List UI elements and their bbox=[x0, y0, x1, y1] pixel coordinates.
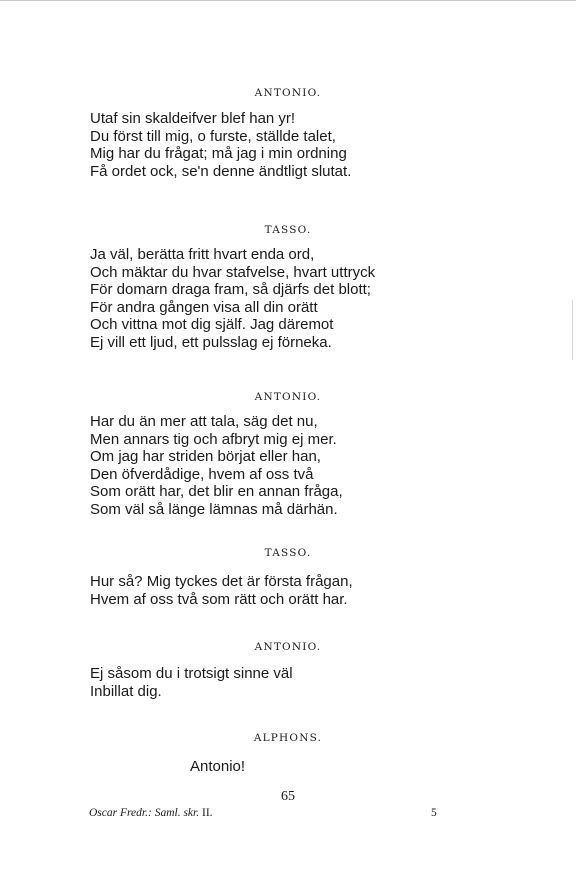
source-volume: II. bbox=[199, 807, 213, 819]
source-title: Oscar Fredr.: Saml. skr. bbox=[89, 807, 200, 819]
verse-stanza bbox=[90, 573, 353, 608]
verse-line: Utaf sin skaldeifver blef han yr! bbox=[90, 110, 296, 127]
speaker-heading: ANTONIO. bbox=[254, 87, 322, 99]
page-number: 65 bbox=[281, 789, 295, 804]
verse-line: Inbillat dig. bbox=[90, 682, 162, 700]
verse-line: Ej vill ett ljud, ett pulsslag ej förneka. bbox=[90, 333, 332, 351]
verse-line: Hur så? Mig tyckes det är första frågan, bbox=[90, 573, 353, 590]
verse-line: Och vittna mot dig själf. Jag däremot bbox=[90, 316, 334, 334]
verse-line: Om jag har striden börjat eller han, bbox=[90, 448, 321, 466]
verse-line: För domarn draga fram, så djärfs det blott; bbox=[90, 281, 371, 299]
source-signature bbox=[89, 806, 213, 820]
verse-stanza bbox=[90, 413, 343, 519]
speaker-heading: TASSO. bbox=[264, 224, 312, 236]
verse-line: Men annars tig och afbryt mig ej mer. bbox=[90, 430, 337, 448]
verse-stanza bbox=[90, 665, 293, 700]
verse-line: Har du än mer att tala, säg det nu, bbox=[90, 413, 318, 430]
verse-line: Du först till mig, o furste, ställde talet, bbox=[90, 127, 336, 145]
sheet-signature-mark: 5 bbox=[431, 807, 437, 819]
verse-line: För andra gången visa all din orätt bbox=[90, 298, 318, 316]
verse-line: Få ordet ock, se'n denne ändtligt slutat. bbox=[90, 162, 352, 180]
verse-line: Ja väl, berätta fritt hvart enda ord, bbox=[90, 246, 315, 263]
verse-line: Ej såsom du i trotsigt sinne väl bbox=[90, 665, 293, 682]
verse-line: Som orätt har, det blir en annan fråga, bbox=[90, 483, 343, 501]
verse-line: Mig har du frågat; må jag i min ordning bbox=[90, 145, 347, 163]
page-edge-shadow bbox=[572, 300, 573, 360]
verse-stanza bbox=[90, 110, 351, 180]
verse-stanza bbox=[90, 246, 375, 352]
verse-line: Som väl så länge lämnas må därhän. bbox=[90, 500, 338, 518]
speaker-heading: ANTONIO. bbox=[254, 641, 322, 653]
speaker-heading: TASSO. bbox=[264, 547, 312, 559]
speaker-heading: ANTONIO. bbox=[254, 391, 322, 403]
verse-line: Och mäktar du hvar stafvelse, hvart uttryck bbox=[90, 263, 376, 281]
verse-line: Den öfverdådige, hvem af oss två bbox=[90, 465, 314, 483]
page-top-edge bbox=[0, 0, 576, 1]
verse-interjection: Antonio! bbox=[190, 758, 246, 775]
speaker-heading: ALPHONS. bbox=[253, 732, 323, 744]
verse-line: Hvem af oss två som rätt och orätt har. bbox=[90, 590, 348, 608]
